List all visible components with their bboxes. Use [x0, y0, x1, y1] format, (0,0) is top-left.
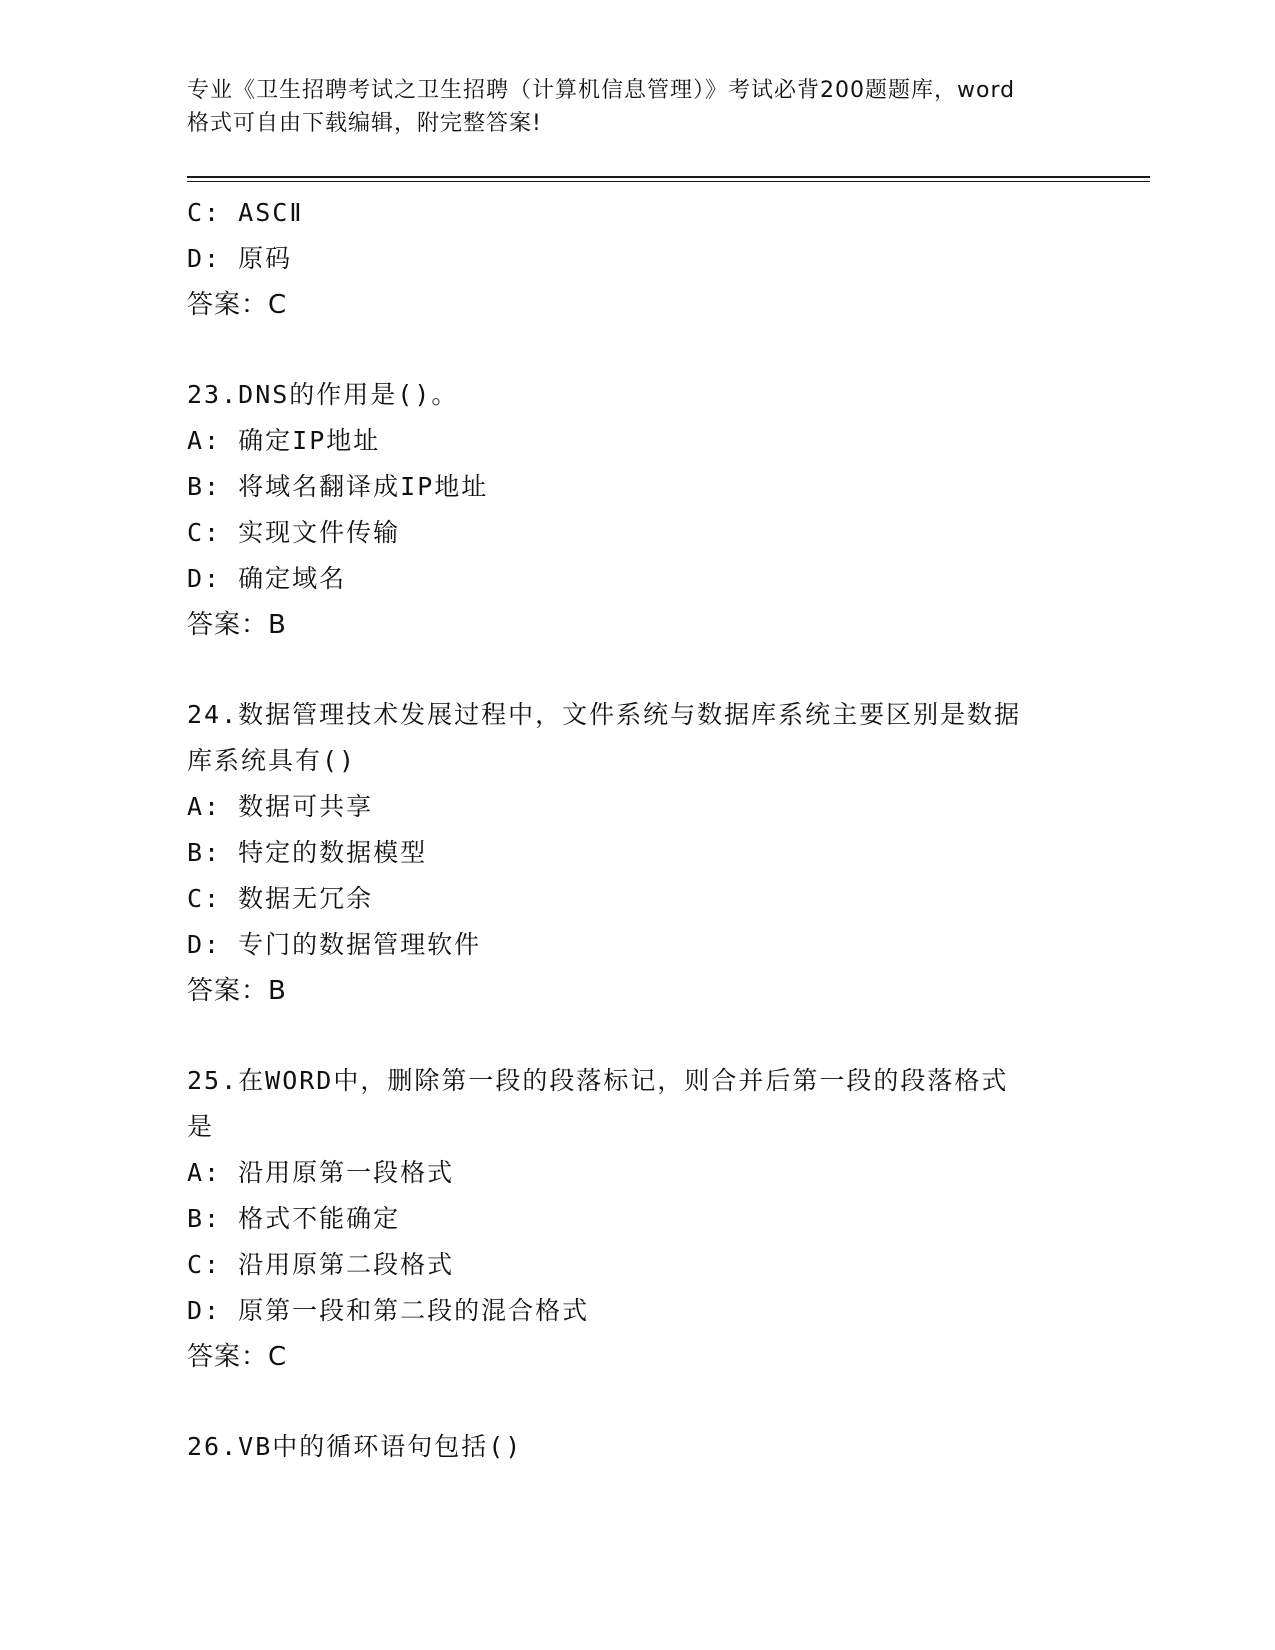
document-header — [187, 74, 1097, 140]
question-stem-continued: 库系统具有() — [187, 746, 357, 775]
document-body — [187, 190, 1087, 1470]
question-26 — [187, 1424, 1087, 1470]
option-c: C: 数据无冗余 — [187, 884, 374, 913]
answer-label: 答案：C — [187, 290, 288, 320]
option-c: C: 实现文件传输 — [187, 518, 401, 547]
spacer — [187, 1380, 1087, 1424]
option-b: B: 将域名翻译成IP地址 — [187, 472, 489, 501]
option-c: C: ASCⅡ — [187, 198, 304, 227]
question-22-tail — [187, 190, 1087, 328]
option-d: D: 确定域名 — [187, 564, 347, 593]
question-24 — [187, 692, 1087, 1014]
option-a: A: 沿用原第一段格式 — [187, 1158, 455, 1187]
answer-label: 答案：C — [187, 1342, 288, 1372]
question-23 — [187, 372, 1087, 648]
header-title-line-2: 格式可自由下载编辑，附完整答案! — [187, 111, 542, 136]
question-25 — [187, 1058, 1087, 1380]
option-a: A: 数据可共享 — [187, 792, 374, 821]
option-c: C: 沿用原第二段格式 — [187, 1250, 455, 1279]
answer-label: 答案：B — [187, 610, 287, 640]
option-a: A: 确定IP地址 — [187, 426, 381, 455]
question-stem: 26.VB中的循环语句包括() — [187, 1432, 523, 1461]
spacer — [187, 1014, 1087, 1058]
header-divider-thin — [187, 181, 1150, 182]
question-stem: 23.DNS的作用是()。 — [187, 380, 459, 409]
spacer — [187, 648, 1087, 692]
header-divider-thick — [187, 176, 1150, 178]
header-title-line-1: 专业《卫生招聘考试之卫生招聘（计算机信息管理）》考试必背200题题库，word — [187, 78, 1016, 103]
question-stem: 25.在WORD中，删除第一段的段落标记，则合并后第一段的段落格式 — [187, 1066, 1009, 1095]
spacer — [187, 328, 1087, 372]
option-d: D: 原码 — [187, 244, 293, 273]
option-b: B: 特定的数据模型 — [187, 838, 428, 867]
option-d: D: 原第一段和第二段的混合格式 — [187, 1296, 590, 1325]
option-b: B: 格式不能确定 — [187, 1204, 401, 1233]
question-stem-continued: 是 — [187, 1112, 215, 1141]
answer-label: 答案：B — [187, 976, 287, 1006]
option-d: D: 专门的数据管理软件 — [187, 930, 482, 959]
question-stem: 24.数据管理技术发展过程中，文件系统与数据库系统主要区别是数据 — [187, 700, 1022, 729]
